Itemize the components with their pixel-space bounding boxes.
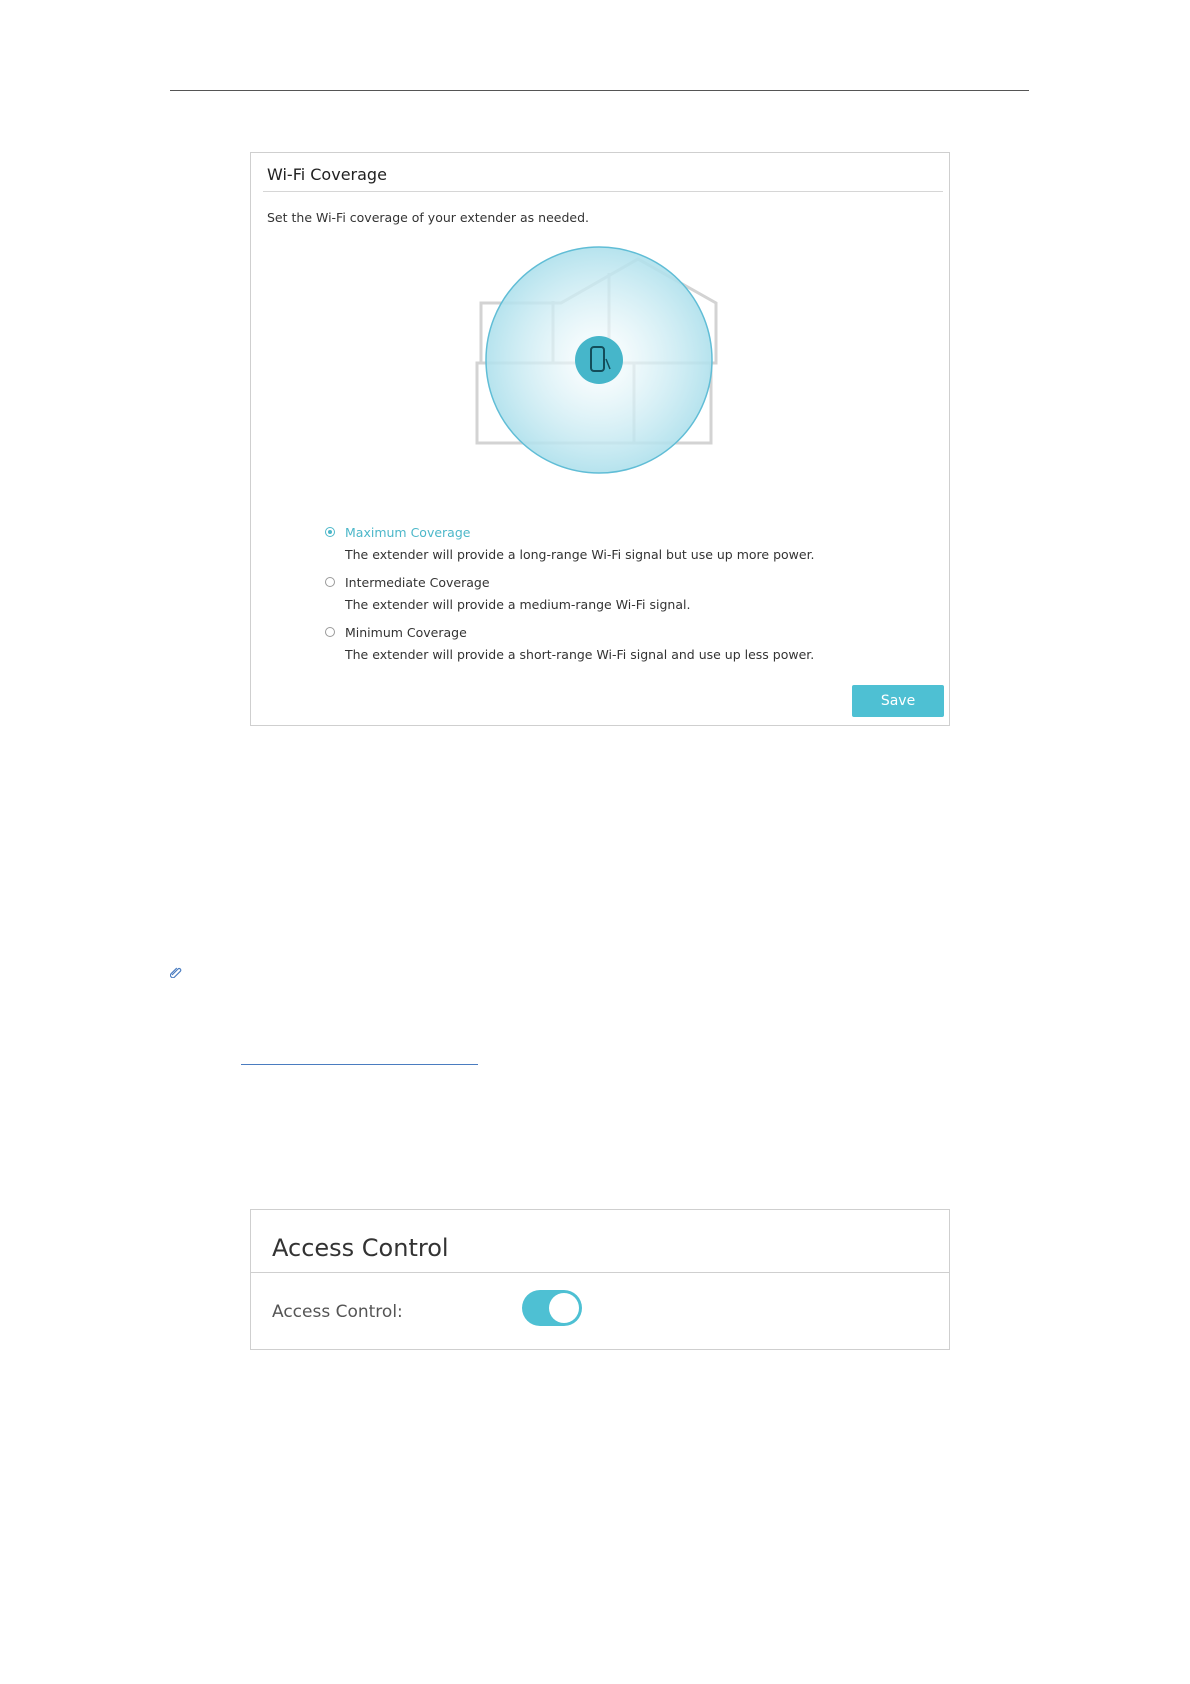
page-header-rule	[170, 90, 1029, 91]
wifi-coverage-title: Wi-Fi Coverage	[267, 165, 387, 184]
option-description: The extender will provide a long-range Wi-Fi signal but use up more power.	[345, 547, 815, 562]
option-description: The extender will provide a short-range Wi-Fi signal and use up less power.	[345, 647, 815, 662]
wifi-coverage-panel	[250, 152, 950, 726]
paperclip-note-icon	[170, 966, 182, 978]
radio-maximum-coverage[interactable]	[325, 527, 335, 537]
radio-intermediate-coverage[interactable]	[325, 577, 335, 587]
access-control-panel	[250, 1209, 950, 1350]
access-control-toggle[interactable]	[522, 1290, 582, 1326]
title-divider	[251, 1272, 949, 1273]
extender-device-icon	[575, 336, 623, 384]
option-description: The extender will provide a medium-range Wi-Fi signal.	[345, 597, 691, 612]
link-underline	[241, 1064, 478, 1065]
toggle-knob	[549, 1293, 579, 1323]
wifi-coverage-description: Set the Wi-Fi coverage of your extender as needed.	[267, 210, 589, 225]
title-divider	[263, 191, 943, 192]
access-control-label: Access Control:	[272, 1302, 403, 1322]
access-control-title: Access Control	[272, 1234, 449, 1262]
save-button[interactable]: Save	[852, 685, 944, 717]
coverage-illustration	[471, 243, 741, 479]
option-label[interactable]: Minimum Coverage	[345, 625, 467, 640]
option-label[interactable]: Maximum Coverage	[345, 525, 471, 540]
radio-minimum-coverage[interactable]	[325, 627, 335, 637]
option-label[interactable]: Intermediate Coverage	[345, 575, 490, 590]
